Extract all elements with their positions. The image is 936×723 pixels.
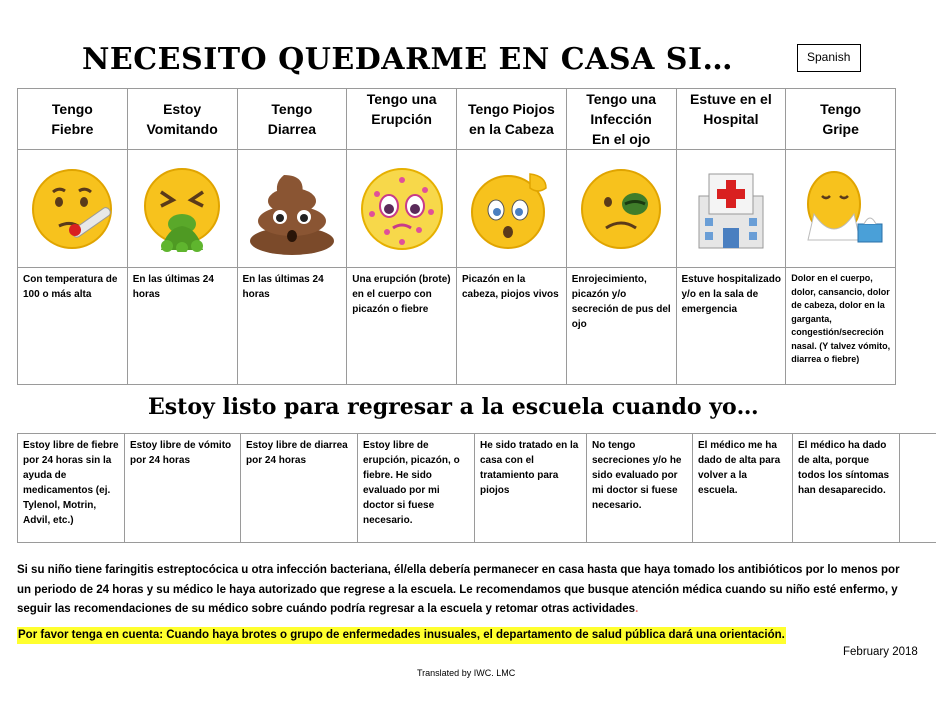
desc-eye-infection: Enrojecimiento, picazón y/o secreción de pus del ojo [566,268,676,385]
eye-infection-face-icon [566,150,676,268]
translation-credit: Translated by IWC. LMC [417,668,516,678]
flu-face-tissues-icon [786,150,896,268]
poo-icon [237,150,347,268]
desc-diarrhea: En las últimas 24 horas [237,268,347,385]
desc-lice: Picazón en la cabeza, piojos vivos [457,268,567,385]
desc-vomiting: En las últimas 24 horas [127,268,237,385]
header-lice: Tengo Piojos en la Cabeza [457,89,567,150]
criterion-empty [900,434,936,543]
criterion-diarrhea: Estoy libre de diarrea por 24 horas [241,434,358,543]
vomiting-face-icon [127,150,237,268]
header-eye-infection: Tengo una Infección En el ojo [566,89,676,150]
desc-flu: Dolor en el cuerpo, dolor, cansancio, dolor de cabeza, dolor en la garganta, congestión/secreción nasal. (Y talvez vómito, diarrea o fiebre) [786,268,896,385]
criterion-hospital: El médico me ha dado de alta para volver a la escuela. [693,434,793,543]
criterion-vomiting: Estoy libre de vómito por 24 horas [125,434,241,543]
criterion-rash: Estoy libre de erupción, picazón, o fiebre. He sido evaluado por mi doctor si fuese necesario. [358,434,475,543]
head-scratching-face-icon [457,150,567,268]
criterion-fever: Estoy libre de fiebre por 24 horas sin la ayuda de medicamentos (ej. Tylenol, Motrin, Advil, etc.) [18,434,125,543]
desc-fever: Con temperatura de 100 o más alta [18,268,128,385]
desc-rash: Una erupción (brote) en el cuerpo con picazón o fiebre [347,268,457,385]
document-date: February 2018 [843,646,918,658]
header-hospital: Estuve en el Hospital [676,89,786,150]
criterion-lice: He sido tratado en la casa con el tratamiento para piojos [475,434,587,543]
rash-face-icon [347,150,457,268]
return-title: Estoy listo para regresar a la escuela cuando yo… [148,394,759,420]
criterion-eye-infection: No tengo secreciones y/o he sido evaluado por mi doctor si fuese necesario. [587,434,693,543]
header-flu: Tengo Gripe [786,89,896,150]
header-fever: Tengo Fiebre [18,89,128,150]
language-badge: Spanish [797,44,861,72]
desc-hospital: Estuve hospitalizado y/o en la sala de emergencia [676,268,786,385]
return-table [17,433,936,543]
public-health-notice: Por favor tenga en cuenta: Cuando haya brotes o grupo de enfermedades inusuales, el departamento de salud pública dará una orientación. [17,627,786,644]
fever-face-icon [18,150,128,268]
hospital-icon [676,150,786,268]
header-vomiting: Estoy Vomitando [127,89,237,150]
page-title: NECESITO QUEDARME EN CASA SI… [82,42,734,77]
header-rash: Tengo una Erupción [347,89,457,150]
bacterial-infection-note: Si su niño tiene faringitis estreptocócica u otra infección bacteriana, él/ella debería permanecer en casa hasta que haya tomado los antibióticos por lo menos por un periodo de 24 horas y su médico le haya autorizado que regrese a la escuela. Le recomendamos que busque atención médica cuando su niño esté enfermo, y seguir las recomendaciones de su médico sobre cuándo podría regresar a la escuela y retomar otras actividades. [17,564,900,615]
criterion-flu: El médico ha dado de alta, porque todos los síntomas han desaparecido. [793,434,900,543]
header-diarrhea: Tengo Diarrea [237,89,347,150]
stay-home-table [17,88,896,385]
